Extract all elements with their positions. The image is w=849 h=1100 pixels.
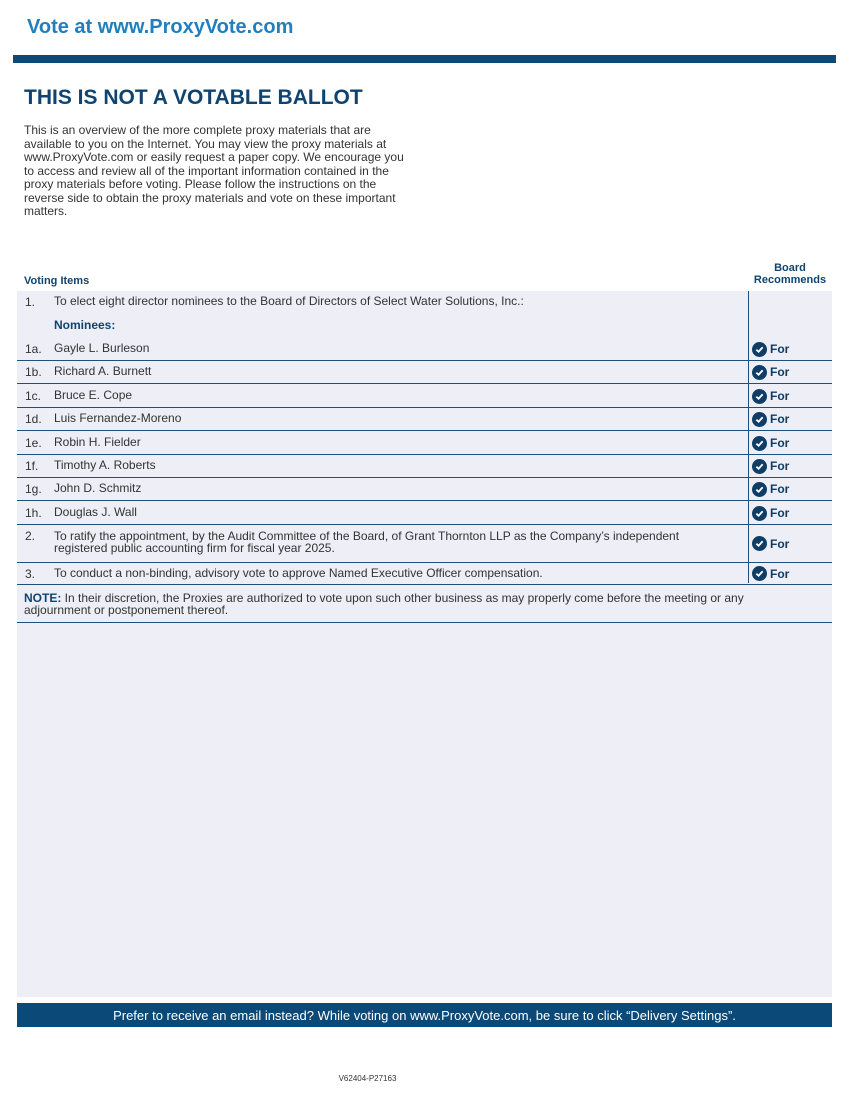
nominee-number: 1e. (25, 436, 42, 450)
nominee-name: Gayle L. Burleson (54, 341, 150, 355)
proposal-text-line2: registered public accounting firm for fiscal year 2025. (54, 541, 335, 555)
recommendation-label: For (770, 342, 790, 356)
nominee-number: 1c. (25, 389, 42, 403)
note-text (24, 592, 754, 616)
header-title: Vote at www.ProxyVote.com (27, 16, 294, 38)
proposal-2-row (17, 525, 832, 563)
proposal-1-row (17, 291, 832, 314)
check-circle-icon (752, 412, 767, 427)
nominee-name: Robin H. Fielder (54, 435, 141, 449)
nominee-number: 1f. (25, 459, 39, 473)
recommendation-label: For (770, 459, 790, 473)
note-label: NOTE: (24, 591, 62, 605)
nominee-number: 1d. (25, 412, 42, 426)
intro-paragraph: This is an overview of the more complete proxy materials that are available to you on the Internet. You may view the proxy materials at www.ProxyVote.com or easily request a paper copy. We encourage you to access and review all of the important information contained in the proxy materials before voting. Please follow the instructions on the reverse side to obtain the proxy materials and vote on these important matters. (24, 123, 404, 218)
nominee-number: 1g. (25, 482, 42, 496)
check-circle-icon (752, 482, 767, 497)
nominee-row (17, 455, 832, 478)
recommendation (752, 361, 789, 383)
recommendation-label: For (770, 482, 790, 496)
recommendation (752, 502, 789, 524)
nominee-row (17, 385, 832, 408)
recommendation (752, 408, 789, 430)
proposal-text (54, 530, 749, 554)
nominee-name: Luis Fernandez-Moreno (54, 411, 182, 425)
proposal-number: 3. (25, 567, 36, 581)
recommendation-label: For (770, 412, 790, 426)
nominee-number: 1b. (25, 365, 42, 379)
check-circle-icon (752, 566, 767, 581)
recommendation-label: For (770, 389, 790, 403)
nominee-number: 1h. (25, 506, 42, 520)
nominee-name: Richard A. Burnett (54, 364, 152, 378)
check-circle-icon (752, 365, 767, 380)
check-circle-icon (752, 459, 767, 474)
check-circle-icon (752, 389, 767, 404)
nominee-row (17, 408, 832, 431)
proposal-3-row (17, 563, 832, 585)
nominee-row (17, 478, 832, 501)
recommendation-label: For (770, 365, 790, 379)
recommendation-label: For (770, 506, 790, 520)
nominee-name: John D. Schmitz (54, 481, 142, 495)
recommendation (752, 525, 789, 562)
document-code: V62404-P27163 (338, 1074, 397, 1083)
recommendation-label: For (770, 536, 790, 551)
nominees-label-row (17, 315, 832, 338)
footer-banner (17, 1003, 832, 1027)
column-header-board-recommends (748, 262, 832, 286)
recommendation (752, 385, 789, 407)
proposal-text: To conduct a non-binding, advisory vote to approve Named Executive Officer compensation. (54, 566, 543, 580)
column-header-voting-items: Voting Items (24, 275, 90, 287)
recommendation (752, 478, 789, 500)
recommendation (752, 563, 789, 584)
check-circle-icon (752, 536, 767, 551)
footer-banner-text: Prefer to receive an email instead? While voting on www.ProxyVote.com, be sure to click “Delivery Settings”. (113, 1007, 736, 1023)
recommendation (752, 455, 789, 477)
recommendation (752, 338, 789, 360)
note-divider (17, 622, 832, 623)
nominee-row (17, 338, 832, 361)
proposal-number: 1. (25, 295, 36, 309)
recommendation (752, 432, 789, 454)
recommendation-label: For (770, 436, 790, 450)
note-body: In their discretion, the Proxies are authorized to vote upon such other business as may properly come before the meeting or any adjournment or postponement thereof. (24, 591, 744, 617)
nominees-label: Nominees: (54, 318, 116, 332)
nominee-name: Bruce E. Cope (54, 388, 133, 402)
nominee-name: Douglas J. Wall (54, 505, 137, 519)
nominee-row (17, 432, 832, 455)
check-circle-icon (752, 506, 767, 521)
recommendation-label: For (770, 566, 790, 581)
check-circle-icon (752, 436, 767, 451)
proposal-text: To elect eight director nominees to the Board of Directors of Select Water Solutions, Inc.: (54, 294, 524, 308)
header-divider (13, 55, 836, 63)
page-title: THIS IS NOT A VOTABLE BALLOT (24, 86, 363, 109)
proposal-number: 2. (25, 529, 36, 543)
nominee-row (17, 502, 832, 525)
proposal-text-line1: To ratify the appointment, by the Audit Committee of the Board, of Grant Thornton LLP as the Company’s independent (54, 529, 680, 543)
column-header-board-line2: Recommends (753, 274, 827, 286)
nominee-number: 1a. (25, 342, 42, 356)
nominee-row (17, 361, 832, 384)
check-circle-icon (752, 342, 767, 357)
column-header-board-line1: Board (774, 262, 806, 274)
nominee-name: Timothy A. Roberts (54, 458, 156, 472)
